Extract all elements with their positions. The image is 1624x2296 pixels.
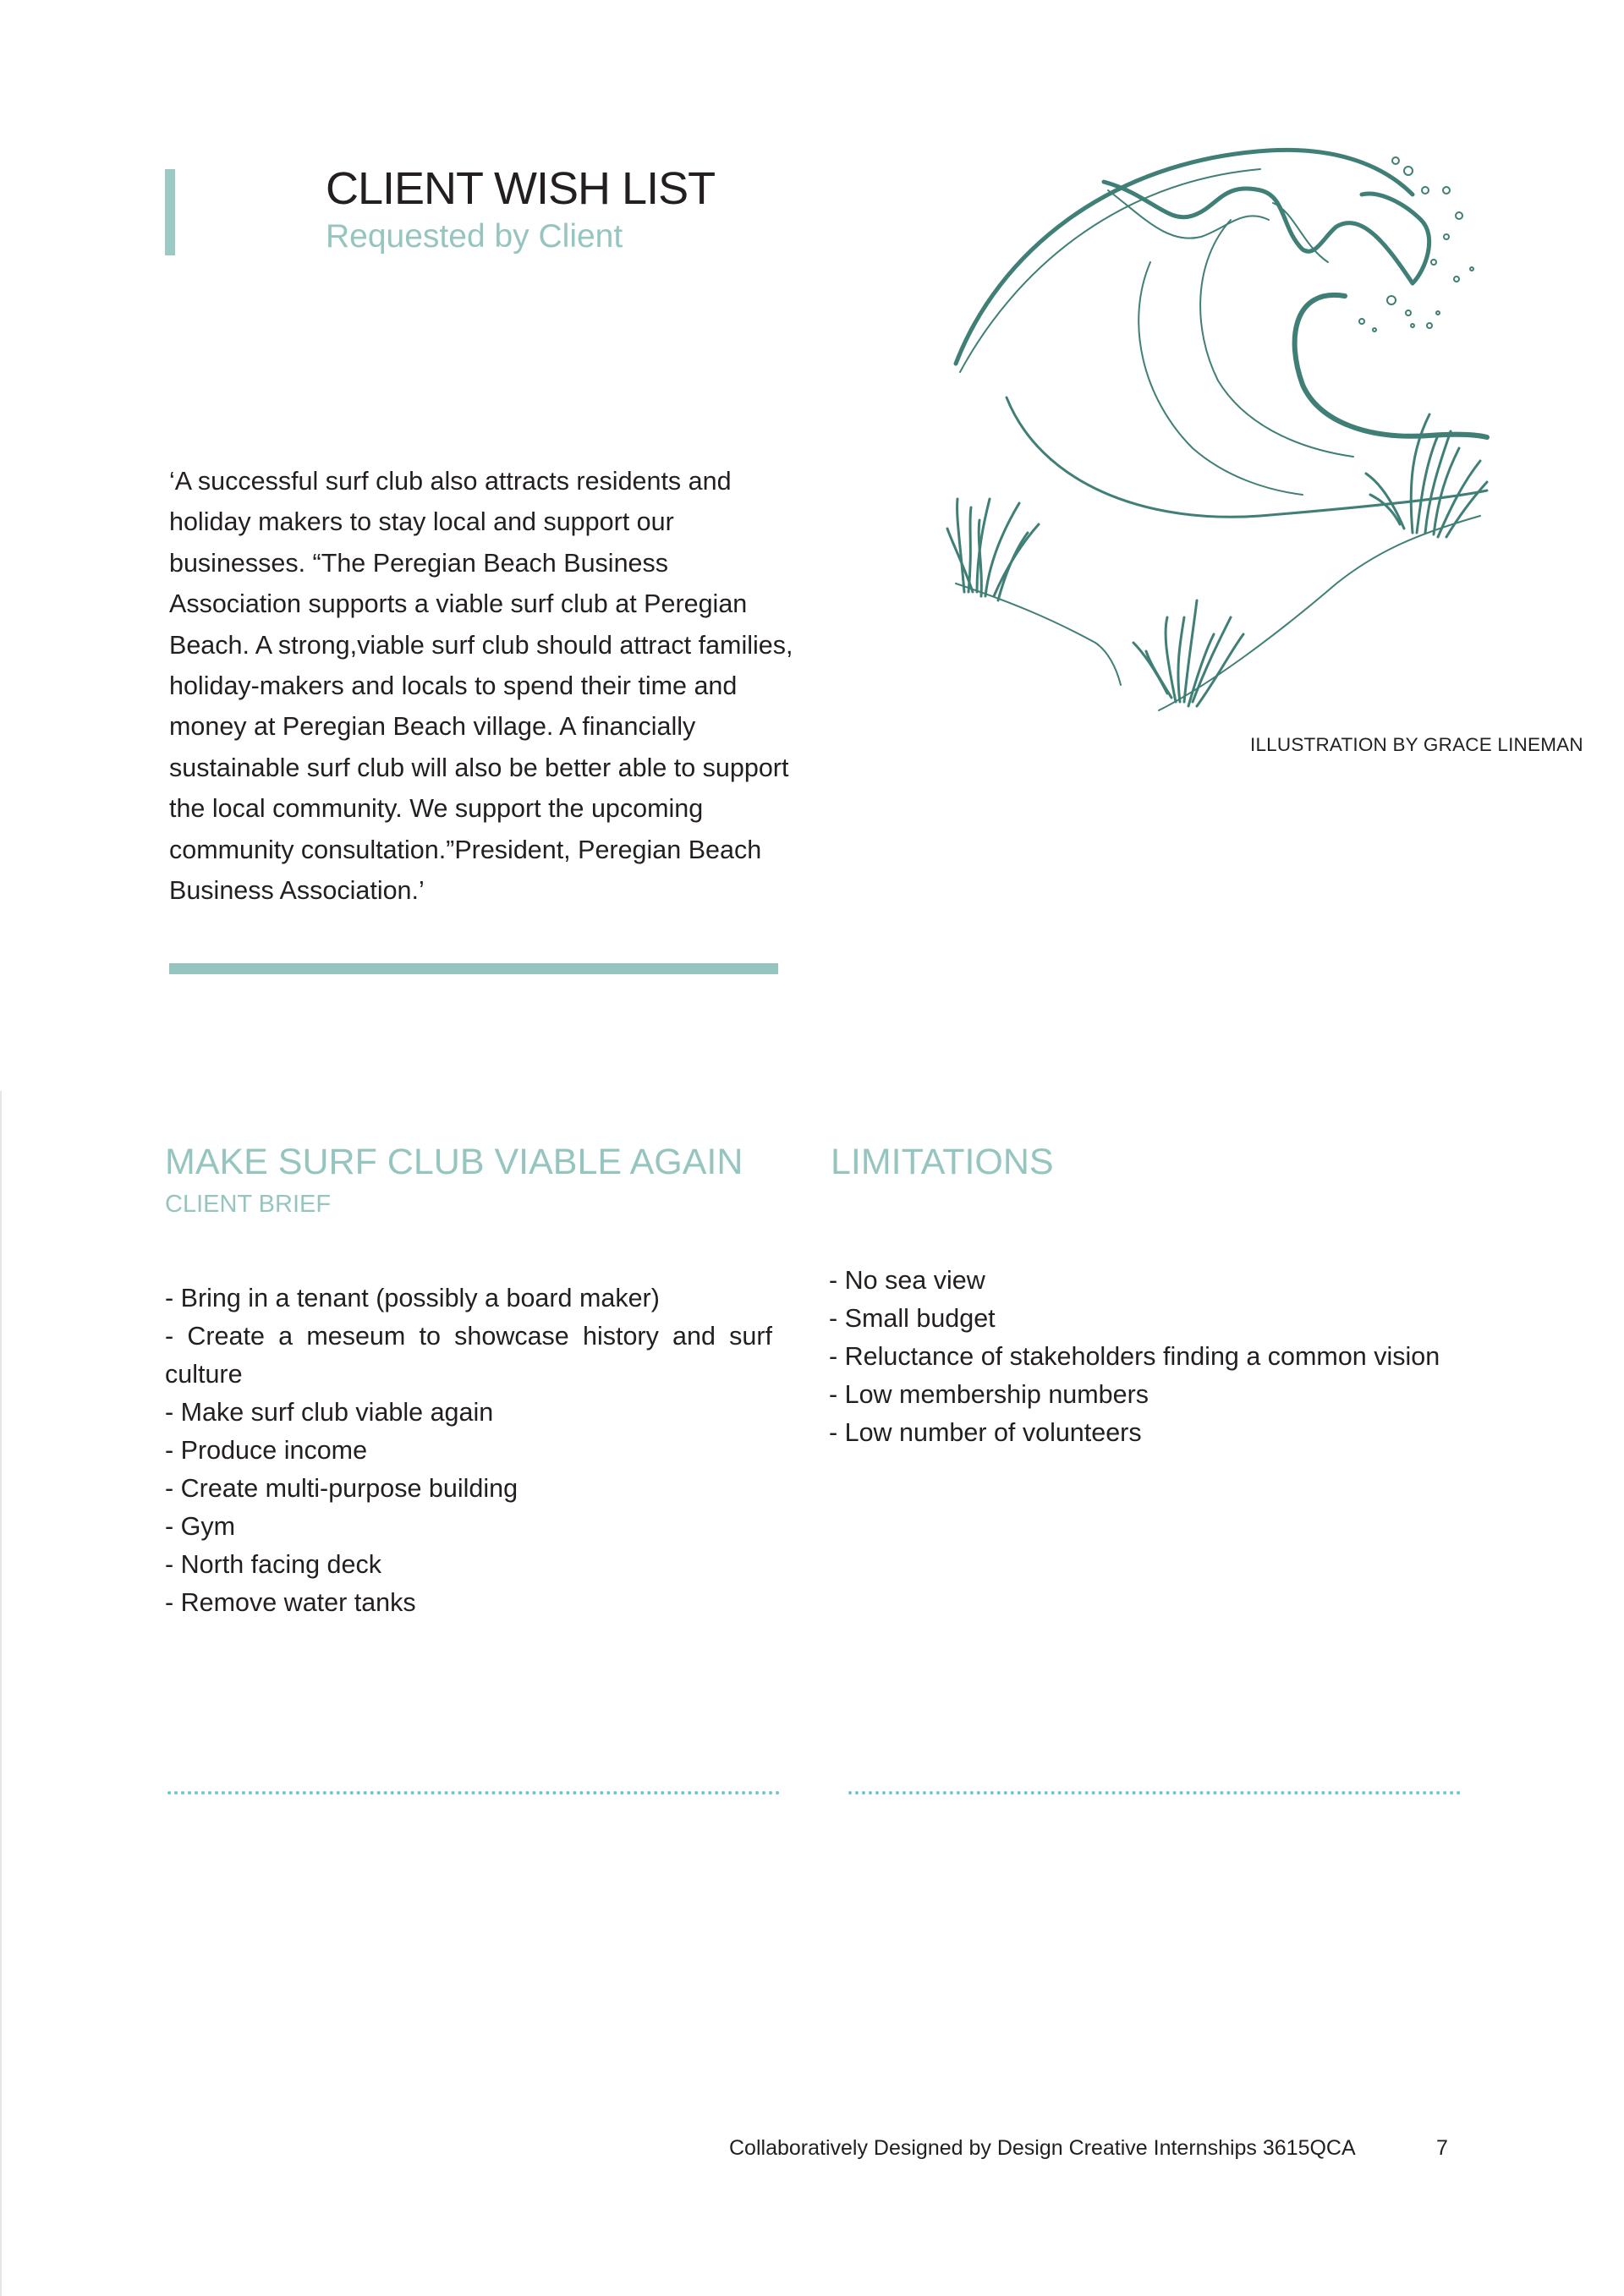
limitations-list — [829, 1262, 1522, 1452]
page-number: 7 — [1436, 2136, 1448, 2160]
list-item: - Low membership numbers — [829, 1380, 1149, 1409]
dotted-divider-left — [167, 1791, 780, 1795]
list-item: - Create multi-purpose building — [165, 1474, 518, 1503]
list-item: - Create a meseum to showcase history and surf culture — [165, 1322, 772, 1389]
list-item: - No sea view — [829, 1266, 985, 1295]
list-item: - Produce income — [165, 1436, 368, 1465]
list-item: - North facing deck — [165, 1550, 381, 1579]
limitations-heading: LIMITATIONS — [831, 1142, 1054, 1182]
list-item: - Small budget — [829, 1304, 996, 1333]
wave-illustration-icon — [939, 144, 1497, 719]
footer-credit: Collaboratively Designed by Design Creative Internships 3615QCA — [729, 2136, 1356, 2160]
list-item: - Reluctance of stakeholders finding a common vision — [829, 1342, 1440, 1371]
list-item: - Bring in a tenant (possibly a board maker) — [165, 1284, 660, 1312]
list-item: - Make surf club viable again — [165, 1398, 494, 1427]
client-quote: ‘A successful surf club also attracts residents and holiday makers to stay local and support our businesses. “The Peregian Beach Business Association supports a viable surf club at Peregian Beach. A strong,viable surf club should attract families, holiday-makers and locals to spend their time and money at Peregian Beach village. A financially sustainable surf club will also be better able to support the local community. We support the upcoming community consultation.”President, Peregian Beach Business Association.’ — [169, 467, 793, 906]
illustration-credit: ILLUSTRATION BY GRACE LINEMAN — [1250, 734, 1583, 755]
client-brief-subheading: CLIENT BRIEF — [165, 1191, 332, 1218]
page-subtitle: Requested by Client — [326, 218, 623, 255]
client-brief-heading: MAKE SURF CLUB VIABLE AGAIN — [165, 1142, 743, 1182]
quote-underline — [169, 963, 778, 974]
list-item: - Low number of volunteers — [829, 1418, 1142, 1447]
header-accent-bar — [165, 169, 175, 255]
list-item: - Remove water tanks — [165, 1588, 416, 1617]
page-title: CLIENT WISH LIST — [326, 163, 716, 214]
client-brief-list — [165, 1280, 772, 1622]
list-item: - Gym — [165, 1512, 236, 1541]
dotted-divider-right — [848, 1791, 1461, 1795]
margin-rule — [0, 1091, 2, 2296]
